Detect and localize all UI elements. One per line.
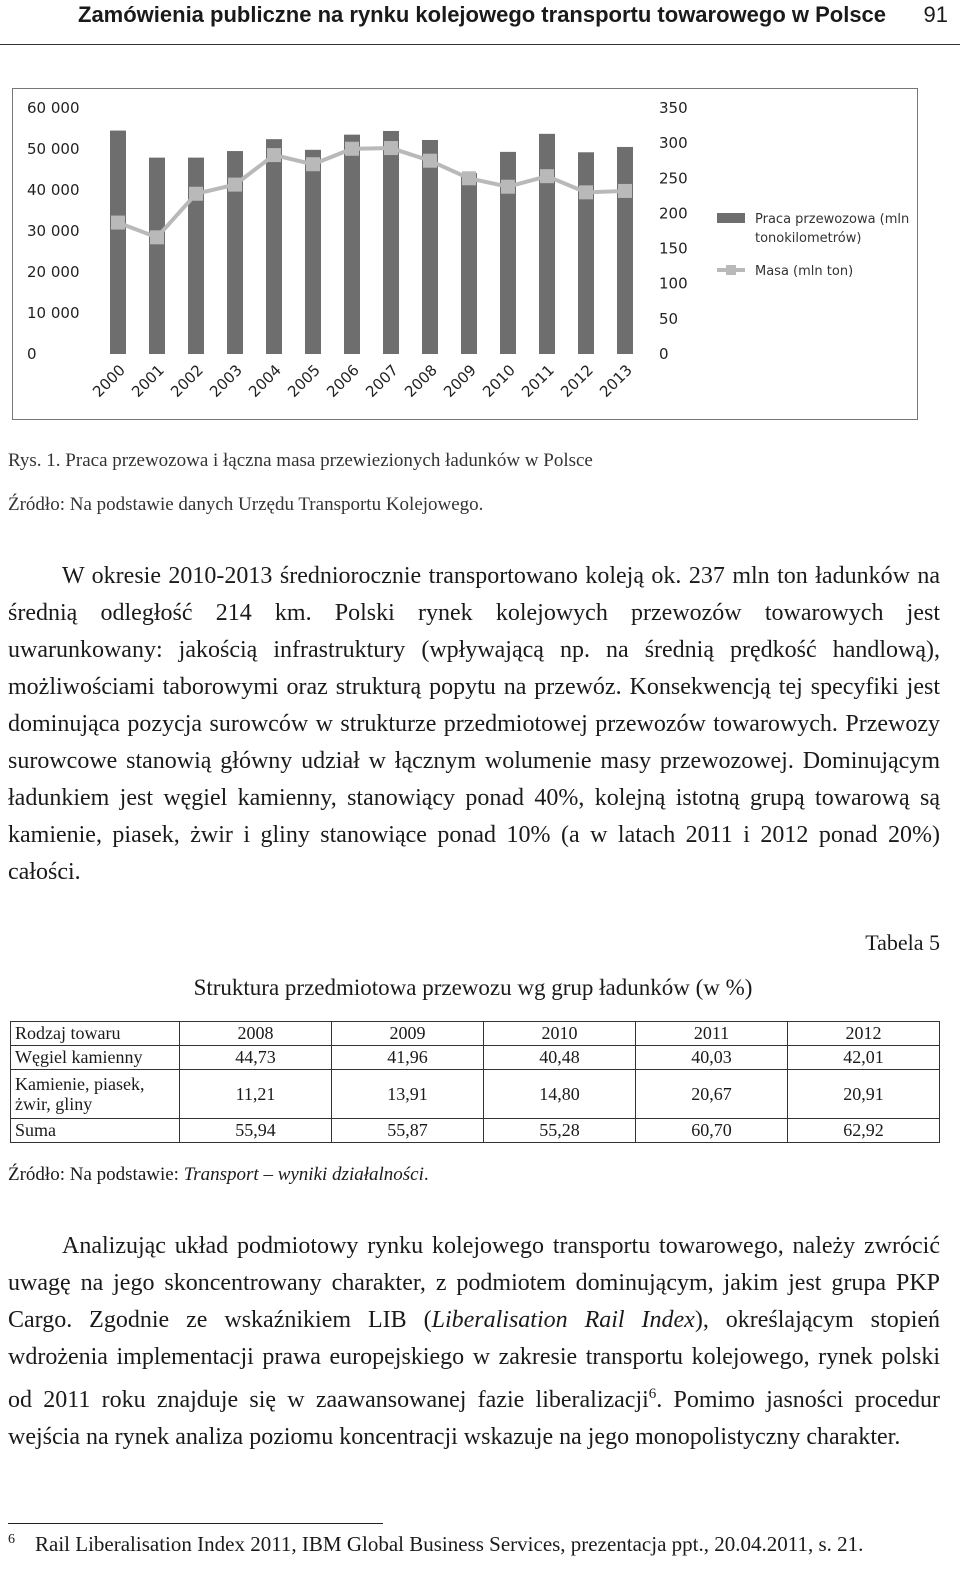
x-axis-tick-label: 2008 [401, 361, 441, 401]
table-source-prefix: Źródło: Na podstawie: [8, 1164, 184, 1185]
right-axis-tick-label: 150 [659, 239, 688, 258]
paragraph-2-part-3: . Pomimo jasności procedur wejścia na rynek analiza poziomu koncentracji wskazuje na jego monopolistyczny charakter. [8, 1387, 940, 1450]
table-cell: 62,92 [788, 1119, 940, 1143]
line-point [540, 169, 554, 183]
line-point [228, 178, 242, 192]
table-cell [11, 1070, 180, 1119]
legend-swatch-bars [717, 213, 745, 223]
line-point [462, 171, 476, 185]
table-cell: 44,73 [180, 1046, 332, 1070]
x-axis-tick-label: 2011 [518, 361, 558, 401]
paragraph-2-italic: Liberalisation Rail Index [431, 1307, 695, 1333]
table-header-cell: 2008 [180, 1022, 332, 1046]
line-point [150, 230, 164, 244]
x-axis-tick-label: 2004 [245, 361, 285, 401]
line-point [501, 180, 515, 194]
running-title: Zamówienia publiczne na rynku kolejowego transportu towarowego w Polsce [78, 2, 887, 27]
line-point [579, 185, 593, 199]
table-row [11, 1119, 940, 1143]
cargo-structure-table [10, 1021, 940, 1143]
bar [539, 134, 555, 354]
right-axis-tick-label: 300 [659, 134, 688, 153]
table-cell: Węgiel kamienny [11, 1046, 180, 1070]
right-axis-tick-label: 100 [659, 274, 688, 293]
table-cell: 14,80 [484, 1070, 636, 1119]
x-axis-tick-label: 2001 [128, 361, 168, 401]
left-axis-tick-label: 10 000 [27, 304, 80, 322]
bar [422, 140, 438, 354]
table-label: Tabela 5 [865, 930, 940, 955]
table-source-title: Transport – wyniki działalności [183, 1164, 424, 1185]
table-title: Struktura przedmiotowa przewozu wg grup ładunków (w %) [193, 975, 753, 1000]
right-axis-tick-label: 350 [659, 99, 688, 117]
legend-label: tonokilometrów) [755, 231, 862, 246]
table-header-row [11, 1022, 940, 1046]
x-axis-tick-label: 2007 [362, 361, 402, 401]
x-axis-tick-label: 2012 [557, 361, 597, 401]
table-cell: 42,01 [788, 1046, 940, 1070]
left-axis-tick-label: 60 000 [27, 99, 80, 117]
running-header [0, 0, 960, 45]
x-axis-tick-label: 2002 [167, 361, 207, 401]
bar [149, 158, 165, 354]
table-header-cell: 2009 [332, 1022, 484, 1046]
table-cell: 55,28 [484, 1119, 636, 1143]
x-axis-tick-label: 2010 [479, 361, 519, 401]
table-cell: 40,48 [484, 1046, 636, 1070]
left-axis-tick-label: 50 000 [27, 140, 80, 158]
line-point [189, 187, 203, 201]
page-number: 91 [923, 2, 948, 27]
table-cell: 55,87 [332, 1119, 484, 1143]
right-axis-tick-label: 50 [659, 309, 679, 328]
bar [578, 152, 594, 354]
left-axis-tick-label: 30 000 [27, 222, 80, 240]
table-source [8, 1164, 429, 1186]
table-header-cell: 2012 [788, 1022, 940, 1046]
left-axis-tick-label: 40 000 [27, 181, 80, 199]
x-axis-tick-label: 2003 [206, 361, 246, 401]
table-row [11, 1070, 940, 1119]
x-axis-tick-label: 2005 [284, 361, 324, 401]
bar [461, 173, 477, 354]
table-cell: 11,21 [180, 1070, 332, 1119]
table-cell-line: Kamienie, piasek, [15, 1074, 145, 1094]
table-cell: 20,91 [788, 1070, 940, 1119]
table-cell: 40,03 [636, 1046, 788, 1070]
table-header-cell: 2011 [636, 1022, 788, 1046]
figure-source: Źródło: Na podstawie danych Urzędu Transportu Kolejowego. [8, 494, 484, 515]
table-source-suffix: . [423, 1164, 429, 1185]
table-cell-line: żwir, gliny [15, 1094, 93, 1114]
bar [266, 139, 282, 354]
bar [305, 150, 321, 354]
table-cell: 20,67 [636, 1070, 788, 1119]
line-point [111, 216, 125, 230]
table-header-cell: Rodzaj towaru [11, 1022, 180, 1046]
line-point [618, 184, 632, 198]
footnote-text: Rail Liberalisation Index 2011, IBM Global Business Services, prezentacja ppt., 20.04.2011, s. 21. [35, 1532, 864, 1556]
right-axis-tick-label: 250 [659, 169, 688, 188]
legend-swatch-marker [726, 265, 736, 275]
left-axis-tick-label: 0 [27, 345, 37, 363]
legend-label: Praca przewozowa (mln [755, 212, 910, 227]
bar [110, 131, 126, 354]
table-cell: Suma [11, 1119, 180, 1143]
table-cell: 55,94 [180, 1119, 332, 1143]
line-point [423, 154, 437, 168]
bar [617, 147, 633, 354]
x-axis-tick-label: 2000 [89, 361, 129, 401]
x-axis-tick-label: 2013 [596, 361, 636, 401]
right-axis-tick-label: 0 [659, 345, 669, 363]
footnote [8, 1532, 863, 1557]
paragraph-1: W okresie 2010-2013 średniorocznie transportowano koleją ok. 237 mln ton ładunków na średnią odległość 214 km. Polski rynek kolejowych przewozów towarowych jest uwarunkowany: jakością infrastruktury (wpływającą np. na średnią prędkość handlową), możliwościami taborowymi oraz strukturą popytu na przewóz. Konsekwencją tej specyfiki jest dominująca pozycja surowców w strukturze przedmiotowej przewozów towarowych. Przewozy surowcowe stanowią główny udział w łącznym wolumenie masy przewozowej. Dominującym ładunkiem jest węgiel kamienny, stanowiący ponad 40%, kolejną istotną grupą towarową są kamienie, piasek, żwir i gliny stanowiące ponad 10% (a w latach 2011 i 2012 ponad 20%) całości. [8, 563, 940, 885]
bar [344, 135, 360, 354]
bar [383, 131, 399, 354]
paragraph-2 [8, 1228, 940, 1456]
table-cell: 41,96 [332, 1046, 484, 1070]
legend-label: Masa (mln ton) [755, 264, 854, 279]
x-axis-tick-label: 2009 [440, 361, 480, 401]
footnote-reference[interactable]: 6 [648, 1386, 657, 1402]
line-point [345, 142, 359, 156]
combo-chart [13, 89, 917, 419]
right-axis-tick-label: 200 [659, 204, 688, 223]
line-point [306, 157, 320, 171]
figure-caption: Rys. 1. Praca przewozowa i łączna masa przewiezionych ładunków w Polsce [8, 450, 593, 471]
left-axis-tick-label: 20 000 [27, 263, 80, 281]
footnote-number: 6 [8, 1532, 15, 1547]
paragraph-2-part-1: Analizując układ podmiotowy rynku kolejowego transportu towarowego, należy zwrócić uwagę na jego skoncentrowany charakter, z podmiotem dominującym, jakim jest grupa PKP Cargo. Zgodnie ze wskaźnikiem LIB ( [8, 1233, 940, 1333]
chart-frame [12, 88, 918, 420]
line-point [384, 141, 398, 155]
table-cell: 60,70 [636, 1119, 788, 1143]
x-axis-tick-label: 2006 [323, 361, 363, 401]
table-row [11, 1046, 940, 1070]
paragraph-2-part-2: ), określającym stopień wdrożenia implementacji prawa europejskiego w zakresie transportu kolejowego, rynek polski od 2011 roku znajduje się w zaawansowanej fazie liberalizacji [8, 1307, 941, 1413]
footnote-divider [8, 1523, 383, 1524]
line-point [267, 148, 281, 162]
table-cell: 13,91 [332, 1070, 484, 1119]
table-header-cell: 2010 [484, 1022, 636, 1046]
